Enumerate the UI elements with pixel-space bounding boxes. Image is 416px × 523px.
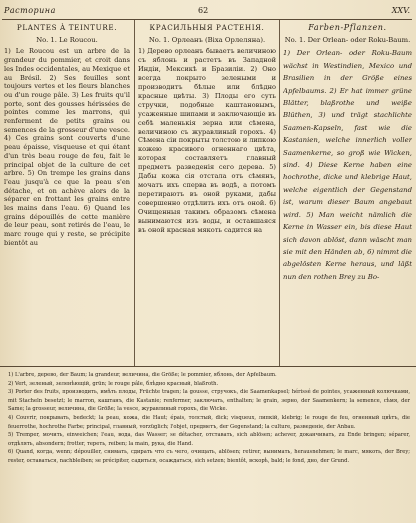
running-header <box>0 6 416 20</box>
french-title: PLANTES À TEINTURE. <box>16 23 118 32</box>
german-column <box>283 21 412 366</box>
footnote: 4) Couvrir, покрывать, bedeckt; la peau, кожа, die Haut; épais, толстый, dick; visqueux, липкій, klebrig; le rouge de feu, огненный цвѣтъ, die feuerrothe, hochrothe Farbe; principal, главный, vorzüglich; l'objet, предметъ, der Gegenstand; la culture, разведеніе, der Anbau. <box>8 414 410 430</box>
footnote: 6) Quand, когда, wenn; dépouiller, снимать, сдирать что съ чего, очищать, ablösen; retirer, вынимать, herausnehmen; le marc, мякоть, der Brey; rester, оставаться, nachbleiben; se précipiter, садиться, осаждаться, sich setzen; bientôt, вскорѣ, bald; le fond, дно, der Grund. <box>8 449 410 464</box>
german-title: Farben-Pflanzen. <box>308 23 387 32</box>
header-left: Расторина <box>4 6 56 15</box>
header-rule <box>2 19 412 20</box>
russian-column <box>138 21 276 366</box>
footnote: 3) Porter des fruits, производить, имѣть плоды, Früchte tragen; la gousse, стручокъ, die Saamenkapsel; hérissé de pointes, усаженный колючками, mit Stacheln besetzt; le marron, каштанъ, die Kastanie; renfermer, заключать, enthalten; le grain, зерно, der Saamenkern; la semence, сѣмя, der Same; la grosseur, величина, die Größe; la vesce, журавлиный горохъ, die Wicke. <box>8 389 410 413</box>
footnotes <box>8 371 410 466</box>
german-subtitle: No. 1. Der Orlean- oder Roku-Baum. <box>284 36 411 44</box>
page-number: 62 <box>198 6 209 15</box>
german-text: 1) Der Orlean- oder Roku-Baum wächst in Westindien, Mexico und Brasilien in der Größe eines Apfelbaums. 2) Er hat immer grüne Blätter, blaßrothe und weiße Blüthen, 3) und trägt stachlichte Saamen-Kapseln, fast wie die Kastanien, welche innerlich voller Saamenkerne, so groß wie Wicken, sind. 4) Diese Kerne haben eine hochrothe, dicke und klebrige Haut, welche eigentlich der Gegenstand ist, warum dieser Baum angebaut wird. 5) Man weicht nämlich die Kerne in Wasser ein, bis diese Haut sich davon ablöst, dann wäscht man sie mit den Händen ab, 6) nimmt die abgelösten Kerne heraus, und läßt nun den rothen Brey zu Bo- <box>283 49 412 281</box>
french-subtitle: No. 1. Le Roucou. <box>36 36 98 44</box>
russian-title: КРАСИЛЬНЫЯ РАСТЕНІЯ. <box>149 23 265 32</box>
russian-subtitle: No. 1. Орлеанъ (Вiха Орлеляна). <box>148 36 266 44</box>
plate-number: XXV. <box>391 6 410 15</box>
footnote: 2) Vert, зеленый, зеленѣющій, grün; le rouge pâle, блѣдно красный, blaßroth. <box>8 380 219 387</box>
column-divider <box>279 20 280 366</box>
french-text: 1) Le Roucou est un arbre de la grandeur du pommier, et croit dans les Indes occidentales, au Mexique et au Brésil. 2) Ses feuilles sont toujours vertes et les fleurs blanches ou d'un rouge pâle. 3) Les fruits qu'il porte, sont des gousses hérissées de pointes comme les marrons, qui renferment de petits grains ou semences de la grosseur d'une vesce. 4) Ces grains sont couverts d'une peau épaisse, visqueuse et qui étant d'un très beau rouge de feu, fait le principal objet de la culture de cet arbre. 5) On trempe les grains dans l'eau jusqu'à ce que la peau s'en détache, et on achève alors de la séparer en frottant les grains entre les mains dans l'eau. 6) Quand les grains dépouillés de cette manière de leur peau, sont retirés de l'eau, le marc rouge qui y reste, se précipite bientôt au <box>4 47 130 247</box>
footnote: 5) Tremper, мочить, einweichen; l'eau, вода, das Wasser; se détacher, отставать, sich ablösen; achever, доканчивать, zu Ende bringen; séparer, отдѣлять, absondern; frotter, тереть, reiben; la main, рука, die Hand. <box>8 432 410 447</box>
footnote-rule <box>0 366 416 367</box>
footnote: 1) L'arbre, дерево, der Baum; la grandeur, величина, die Größe; le pommier, яблонь, der Apfelbaum. <box>8 372 277 378</box>
russian-text: 1) Дерево орлеанъ бываетъ величиною съ яблонь и растетъ въ Западной Индіи, Мексикѣ и Бразиліи. 2) Оно всегда покрыто зелеными и производитъ бѣлые или блѣдно красные цвѣты. 3) Плоды его суть стручки, подобные каштановымъ, усаженные шипами и заключающіе въ себѣ маленькія зерна или сѣмена, величиною съ журавлиный горохъ. 4) Сѣмена сіи покрыты толстою и липкою кожею красивого огненнаго цвѣта, которая составляетъ главный предметъ разведенія сего дерева. 5) Дабы кожа сія отстала отъ сѣмянъ, мочатъ ихъ сперва въ водѣ, а потомъ перетираютъ въ оной руками, дабы совершенно отдѣлить ихъ отъ оной. 6) Очищенныя такимъ образомъ сѣмена вынимаются изъ воды, и оставшаяся въ оной красная мякоть садится на <box>138 47 276 234</box>
column-divider <box>134 20 135 366</box>
french-column <box>4 21 130 366</box>
